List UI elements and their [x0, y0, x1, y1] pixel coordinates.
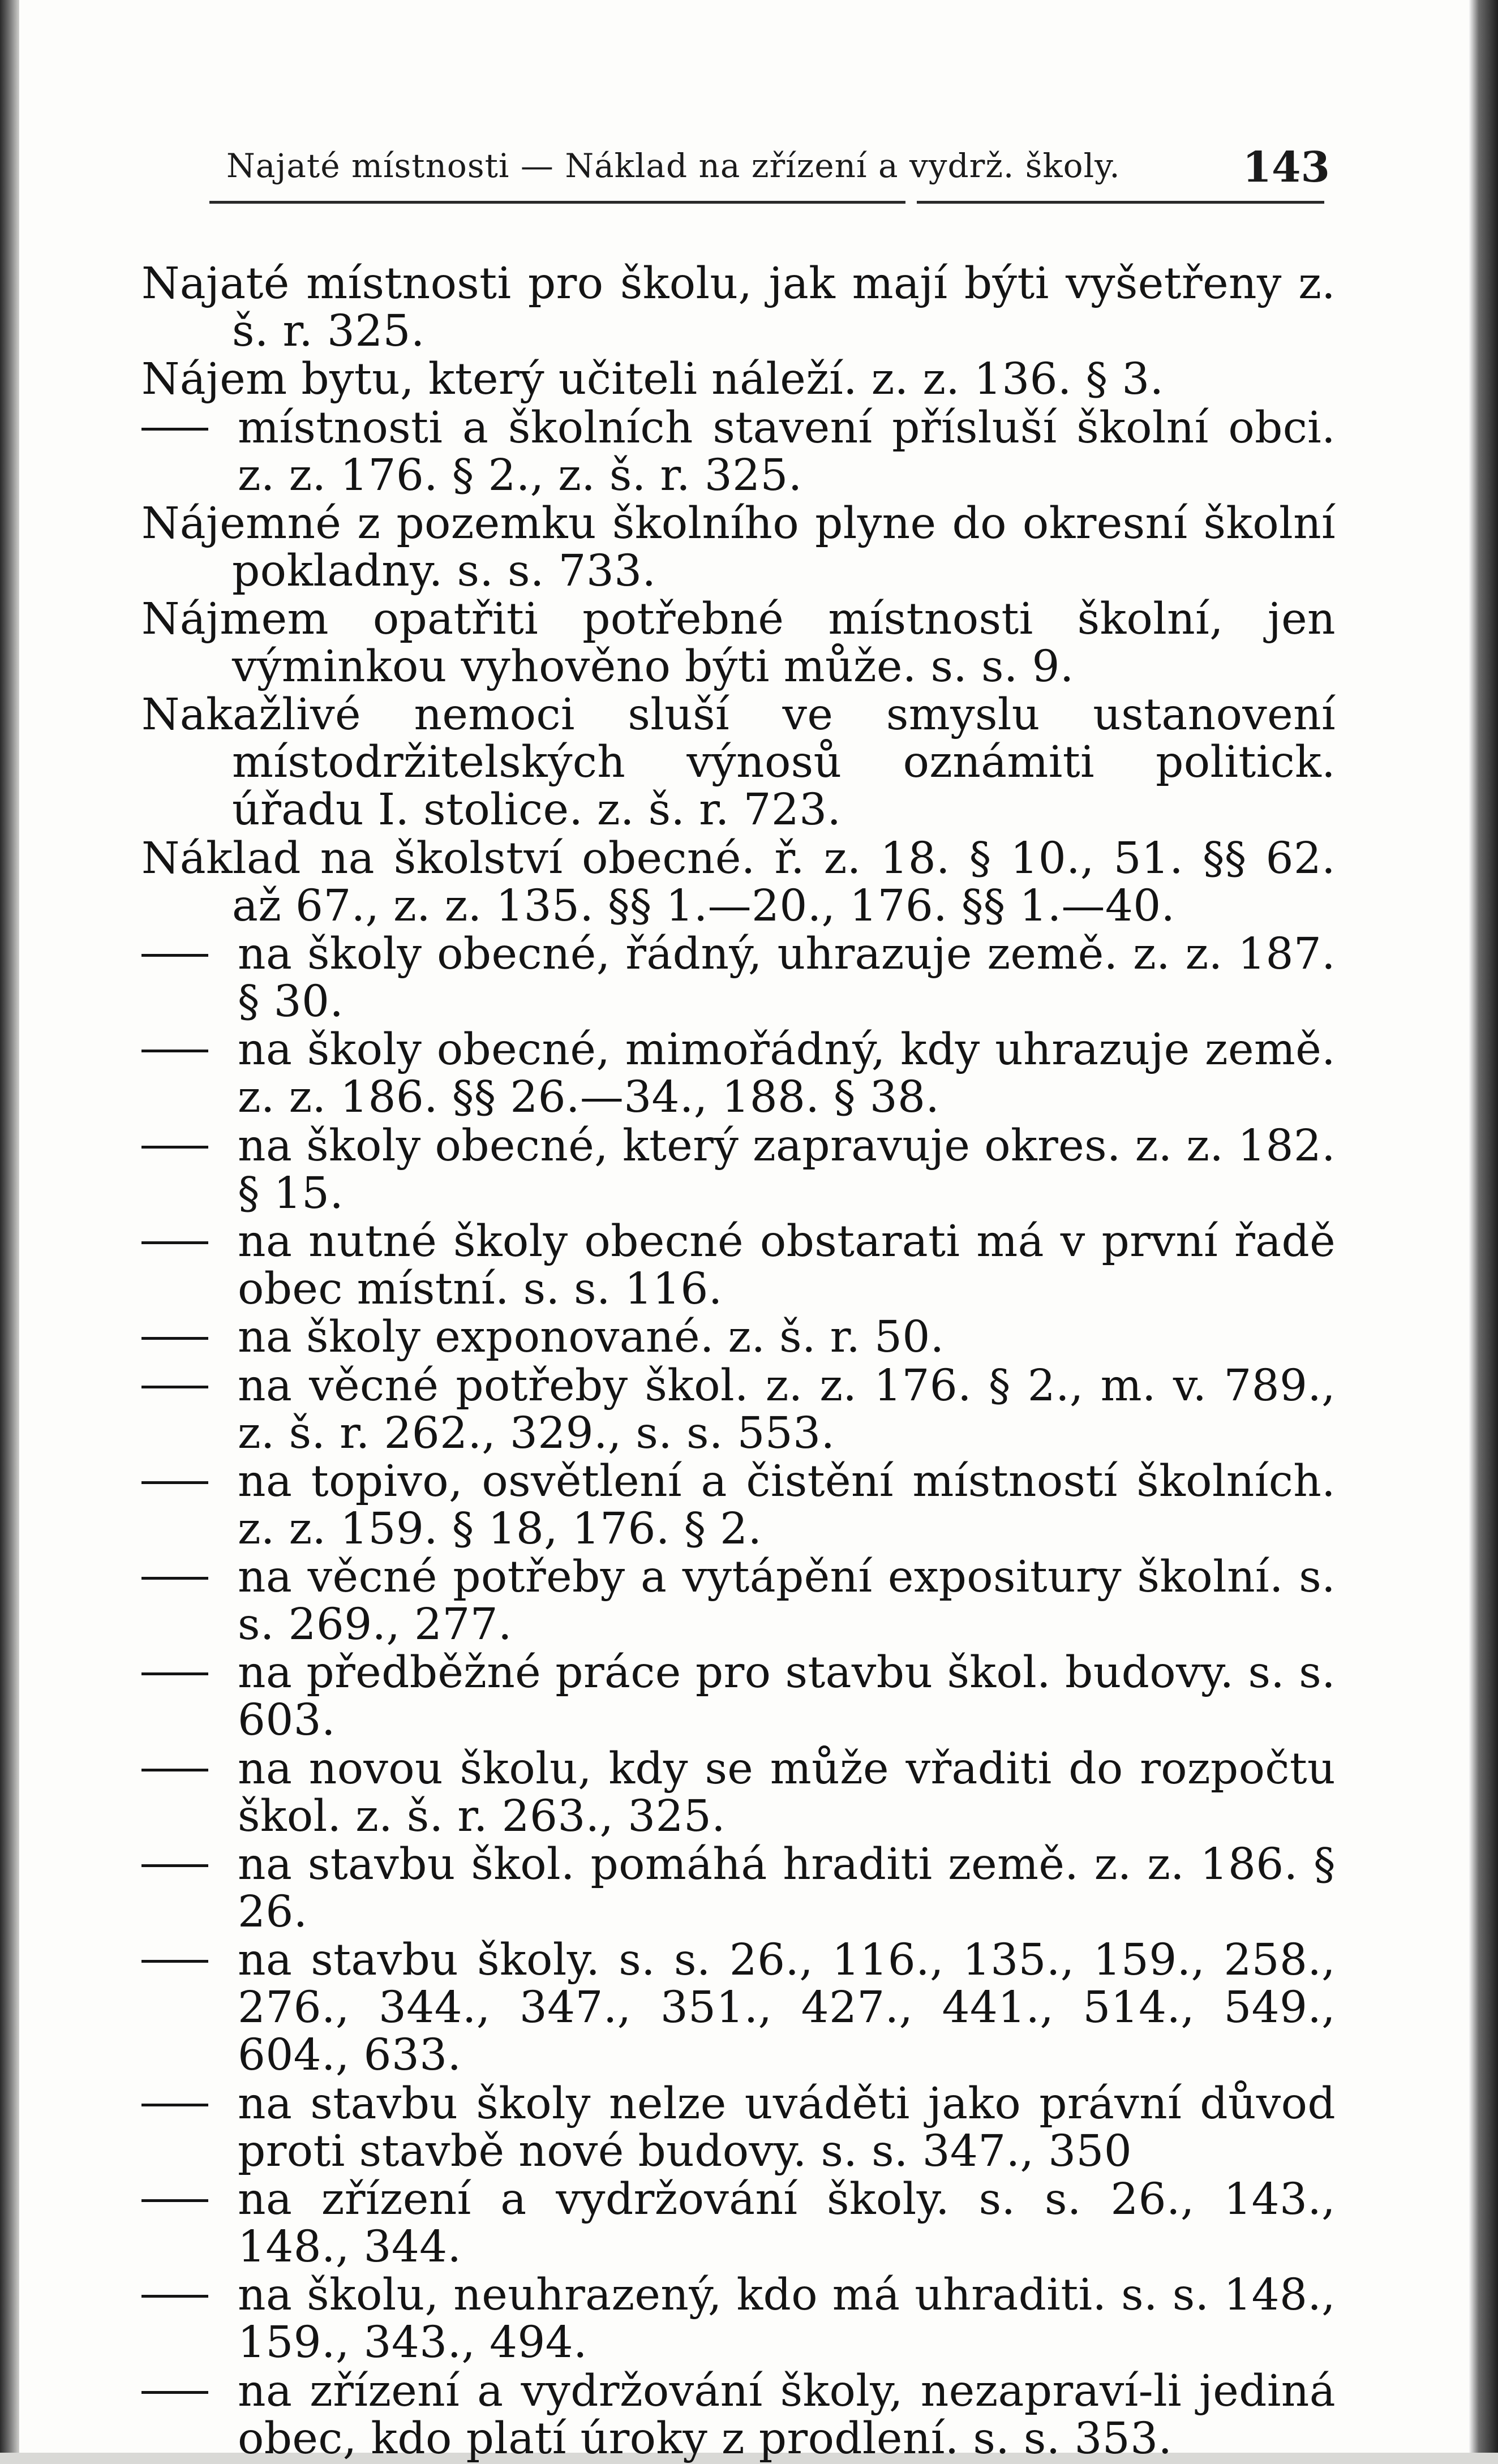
index-subentry [141, 1362, 1336, 1457]
index-subentry [141, 1458, 1336, 1553]
index-entry [141, 500, 1336, 595]
entry-text: Nájemné z pozemku školního plyne do okresní školní pokladny. s. s. 733. [141, 498, 1336, 596]
index-subentry [141, 1841, 1336, 1936]
entry-text: místnosti a školních stavení přísluší školní obci. z. z. 176. § 2., z. š. r. 325. [238, 402, 1336, 501]
entry-text: Nájmem opatřiti potřebné místnosti školní, jen výminkou vyhověno býti může. s. s. 9. [141, 594, 1336, 693]
header-rule [209, 201, 1324, 204]
page-left-edge-shadow [0, 0, 19, 2453]
entry-text: na stavbu školy nelze uváděti jako právní důvod proti stavbě nové budovy. s. s. 347., 350 [238, 2078, 1336, 2177]
entry-text: na školy obecné, mimořádný, kdy uhrazuje země. z. z. 186. §§ 26.—34., 188. § 38. [238, 1025, 1336, 1123]
entry-text: Nájem bytu, který učiteli náleží. z. z. 136. § 3. [141, 354, 1164, 405]
entry-text: na zřízení a vydržování školy. s. s. 26., 143., 148., 344. [238, 2174, 1336, 2272]
entry-text: na školy obecné, řádný, uhrazuje země. z. z. 187. § 30. [238, 929, 1336, 1027]
index-subentry [141, 1120, 1336, 1219]
index-entry [141, 596, 1336, 691]
index-subentry [141, 1314, 1336, 1361]
entry-text: na novou školu, kdy se může vřaditi do rozpočtu škol. z. š. r. 263., 325. [238, 1743, 1336, 1842]
index-entry [141, 260, 1336, 355]
index-subentry [141, 2080, 1336, 2175]
index-subentry [141, 2272, 1336, 2367]
entry-text: na zřízení a vydržování školy, nezapraví-li jediná obec, kdo platí úroky z prodlení. s. s. 353. [238, 2366, 1336, 2464]
entry-text: na stavbu škol. pomáhá hraditi země. z. z. 186. § 26. [238, 1839, 1336, 1938]
index-entry [141, 691, 1336, 834]
entry-text: na stavbu školy. s. s. 26., 116., 135., 159., 258., 276., 344., 347., 351., 427., 441., 514., 549., 604., 633. [238, 1935, 1336, 2081]
index-subentry [141, 931, 1336, 1026]
index-subentry [141, 1745, 1336, 1841]
entry-text: na topivo, osvětlení a čistění místností školních. z. z. 159. § 18, 176. § 2. [238, 1456, 1336, 1554]
page-number: 143 [1242, 143, 1330, 192]
index-entries [141, 260, 1336, 2463]
entry-text: na předběžné práce pro stavbu škol. budovy. s. s. 603. [238, 1648, 1336, 1746]
index-subentry [141, 1218, 1336, 1313]
index-subentry [141, 1026, 1336, 1121]
index-subentry [141, 2368, 1336, 2463]
entry-text: na věcné potřeby škol. z. z. 176. § 2., m. v. 789., z. š. r. 262., 329., s. s. 553. [238, 1360, 1336, 1459]
running-header-title: Najaté místnosti — Náklad na zřízení a vydrž. školy. [226, 147, 1121, 185]
entry-text: Náklad na školství obecné. ř. z. 18. § 10., 51. §§ 62. až 67., z. z. 135. §§ 1.—20., 176. §§ 1.—40. [141, 833, 1336, 931]
index-entry [141, 835, 1336, 930]
entry-text: na školy exponované. z. š. r. 50. [238, 1312, 945, 1363]
index-subentry [141, 1649, 1336, 1744]
entry-text: na nutné školy obecné obstarati má v první řadě obec místní. s. s. 116. [238, 1216, 1336, 1314]
index-subentry [141, 402, 1336, 501]
entry-text: na školy obecné, který zapravuje okres. z. z. 182. § 15. [238, 1120, 1336, 1219]
entry-text: na školu, neuhrazený, kdo má uhraditi. s. s. 148., 159., 343., 494. [238, 2270, 1336, 2368]
index-subentry [141, 2176, 1336, 2271]
running-header [226, 133, 1336, 195]
entry-text: na věcné potřeby a vytápění expositury školní. s. s. 269., 277. [238, 1552, 1336, 1650]
page-right-edge-shadow [1469, 0, 1498, 2453]
index-entry [141, 356, 1336, 403]
entry-text: Najaté místnosti pro školu, jak mají býti vyšetřeny z. š. r. 325. [141, 259, 1336, 356]
entry-text: Nakažlivé nemoci sluší ve smyslu ustanovení místodržitelských výnosů oznámiti politick. úřadu I. stolice. z. š. r. 723. [141, 690, 1336, 836]
index-subentry [141, 1554, 1336, 1649]
index-subentry [141, 1937, 1336, 2079]
